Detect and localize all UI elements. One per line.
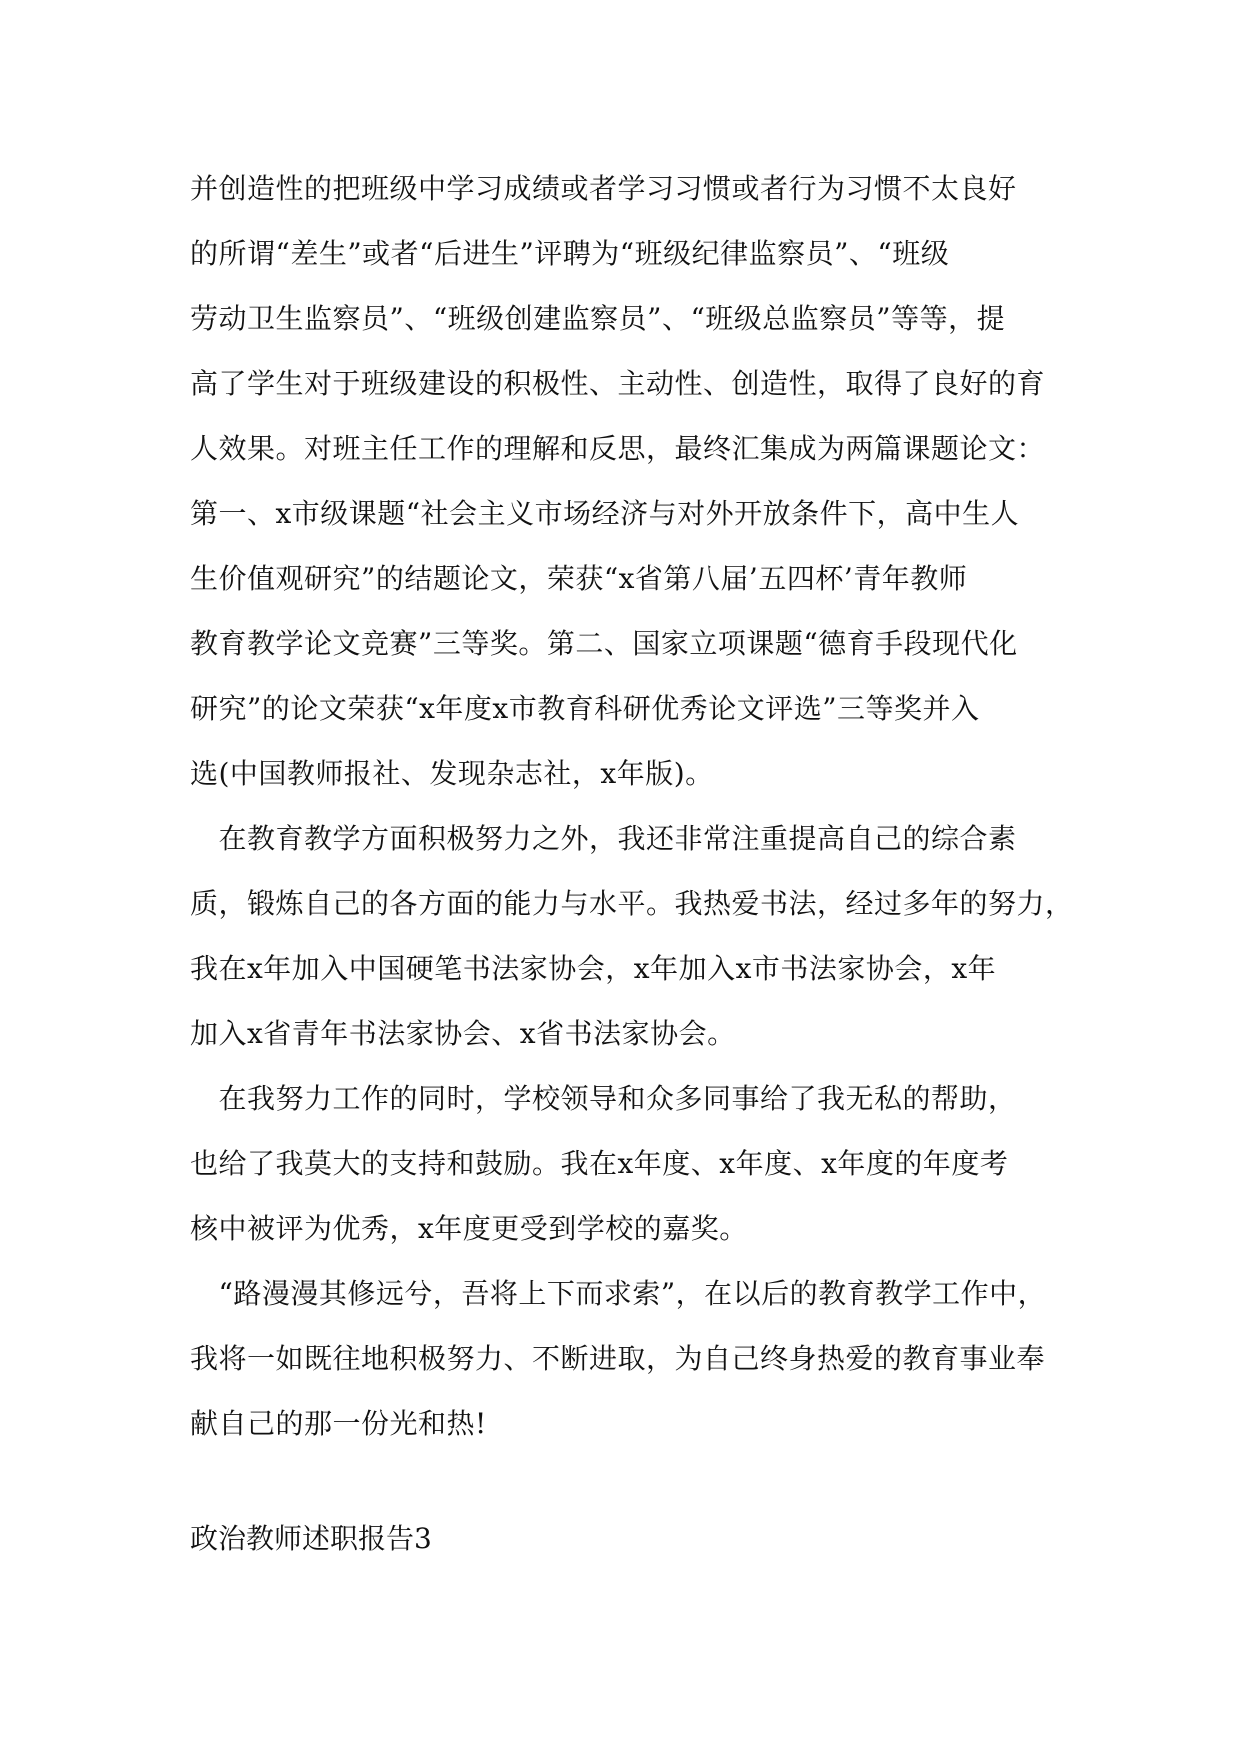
body-text [190, 156, 1074, 1456]
text-line: 在我努力工作的同时，学校领导和众多同事给了我无私的帮助， [190, 1082, 1017, 1115]
text-line: 教育教学论文竞赛”三等奖。第二、国家立项课题“德育手段现代化 [190, 627, 1018, 660]
text-line: 研究”的论文荣获“x年度x市教育科研优秀论文评选”三等奖并入 [190, 692, 980, 725]
section-heading: 政治教师述职报告3 [190, 1522, 432, 1555]
text-line: 的所谓“差生”或者“后进生”评聘为“班级纪律监察员”、“班级 [190, 237, 950, 270]
text-line: 选(中国教师报社、发现杂志社，x年版)。 [190, 757, 714, 790]
text-line: 人效果。对班主任工作的理解和反思，最终汇集成为两篇课题论文： [190, 432, 1046, 465]
text-line: 生价值观研究”的结题论文，荣获“x省第八届’五四杯’青年教师 [190, 562, 968, 595]
text-line: 我将一如既往地积极努力、不断进取，为自己终身热爱的教育事业奉 [190, 1342, 1046, 1375]
text-line: 高了学生对于班级建设的积极性、主动性、创造性，取得了良好的育 [190, 367, 1046, 400]
text-line: “路漫漫其修远兮，吾将上下而求索”，在以后的教育教学工作中， [190, 1277, 1047, 1310]
text-line: 我在x年加入中国硬笔书法家协会，x年加入x市书法家协会，x年 [190, 952, 997, 985]
text-line: 在教育教学方面积极努力之外，我还非常注重提高自己的综合素 [190, 822, 1017, 855]
text-line: 第一、x市级课题“社会主义市场经济与对外开放条件下，高中生人 [190, 497, 1020, 530]
text-line: 核中被评为优秀，x年度更受到学校的嘉奖。 [190, 1212, 748, 1245]
text-line: 献自己的那一份光和热! [190, 1407, 487, 1440]
text-line: 也给了我莫大的支持和鼓励。我在x年度、x年度、x年度的年度考 [190, 1147, 1009, 1180]
text-line: 劳动卫生监察员”、“班级创建监察员”、“班级总监察员”等等，提 [190, 302, 1006, 335]
text-line: 并创造性的把班级中学习成绩或者学习习惯或者行为习惯不太良好 [190, 172, 1017, 205]
text-line: 质，锻炼自己的各方面的能力与水平。我热爱书法，经过多年的努力， [190, 887, 1074, 920]
text-line: 加入x省青年书法家协会、x省书法家协会。 [190, 1017, 736, 1050]
